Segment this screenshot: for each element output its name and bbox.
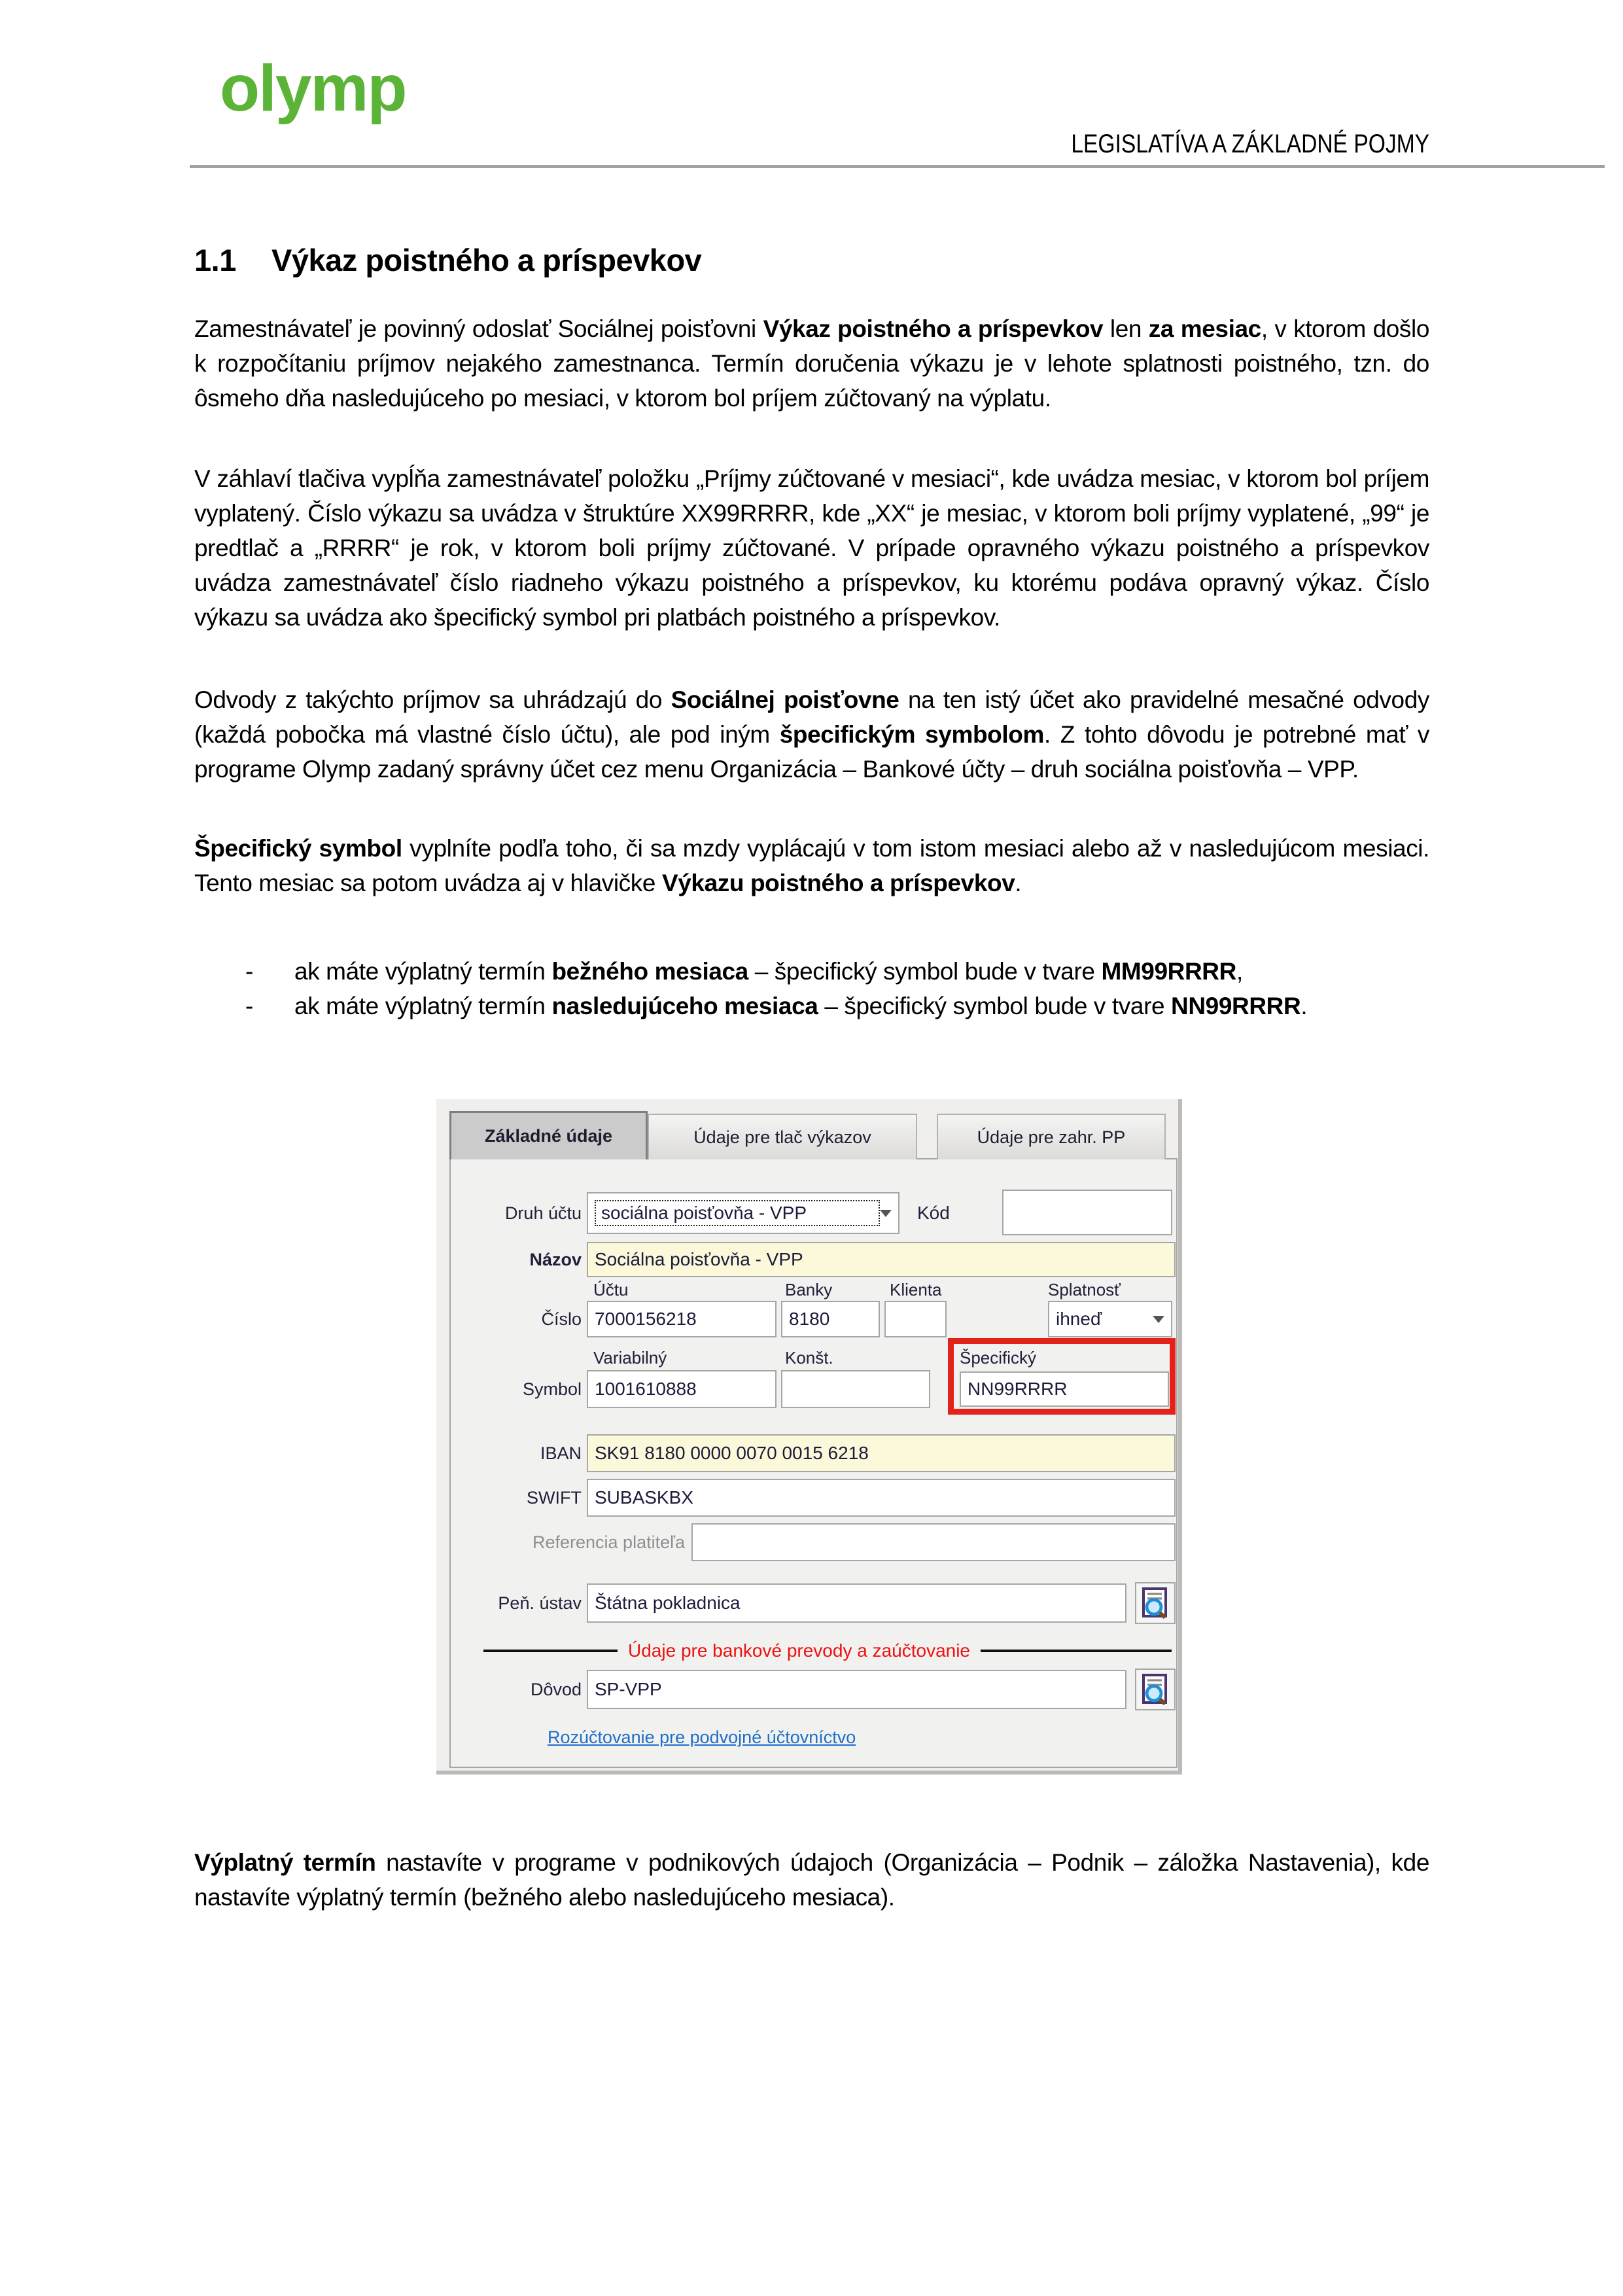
nazov-field[interactable]: Sociálna poisťovňa - VPP bbox=[587, 1242, 1176, 1277]
swift-input[interactable]: SUBASKBX bbox=[587, 1479, 1176, 1517]
tab-udaje-pre-tlac-vykazov[interactable]: Údaje pre tlač výkazov bbox=[648, 1114, 917, 1159]
paragraph-1: Zamestnávateľ je povinný odoslať Sociálnej poisťovni Výkaz poistného a príspevkov len za mesiac, v ktorom došlo k rozpočítaniu príjmov nejakého zamestnanca. Termín doručenia výkazu je v lehote splatnosti poistného, tzn. do ôsmeho dňa nasledujúceho po mesiaci, v ktorom bol príjem zúčtovaný na výplatu. bbox=[194, 315, 1430, 412]
splatnost-column-header: Splatnosť bbox=[1048, 1280, 1121, 1299]
dovod-input[interactable]: SP-VPP bbox=[587, 1670, 1126, 1709]
splatnost-combobox[interactable] bbox=[1048, 1301, 1172, 1337]
symbol-konst-input[interactable] bbox=[781, 1370, 930, 1408]
section-heading bbox=[194, 242, 701, 278]
paragraph-2: V záhlaví tlačiva vypĺňa zamestnávateľ položku „Príjmy zúčtované v mesiaci“, kde uvádza mesiac, v ktorom bol príjem vyplatený. Číslo výkazu sa uvádza v štruktúre XX99RRRR, kde „XX“ je mesiac, v ktorom boli príjmy vyplatené, „99“ je predtlač a „RRRR“ je rok, v ktorom boli príjmy zúčtované. V prípade opravného výkazu poistného a príspevkov uvádza zamestnávateľ číslo riadneho výkazu poistného a príspevkov, ku ktorému podáva opravný výkaz. Číslo výkazu sa uvádza ako špecifický symbol pri platbách poistného a príspevkov. bbox=[194, 465, 1429, 631]
bullet-marker: - bbox=[245, 993, 253, 1019]
list-item bbox=[194, 989, 1429, 1023]
dialog-content-panel bbox=[449, 1158, 1178, 1768]
paragraph-3: Odvody z takýchto príjmov sa uhrádzajú do Sociálnej poisťovne na ten istý účet ako pravidelné mesačné odvody (každá pobočka má vlastné číslo účtu), ale pod iným špecifickým symbolom. Z tohto dôvodu je potrebné mať v programe Olymp zadaný správny účet cez menu Organizácia – Bankové účty – druh sociálna poisťovňa – VPP. bbox=[194, 686, 1429, 783]
pen-ustav-label: Peň. ústav bbox=[498, 1593, 582, 1613]
paragraph-5: Výplatný termín nastavíte v programe v podnikových údajoch (Organizácia – Podnik – záložka Nastavenia), kde nastavíte výplatný termín (bežného alebo nasledujúceho mesiaca). bbox=[194, 1849, 1429, 1911]
cislo-label: Číslo bbox=[541, 1309, 582, 1329]
specificky-column-header: Špecifický bbox=[960, 1348, 1037, 1368]
symbol-label: Symbol bbox=[522, 1379, 582, 1399]
pen-ustav-input[interactable]: Štátna pokladnica bbox=[587, 1583, 1126, 1623]
klienta-column-header: Klienta bbox=[890, 1280, 942, 1299]
section-number: 1.1 bbox=[194, 243, 236, 277]
document-magnifier-icon bbox=[1141, 1674, 1170, 1705]
page-header-title: LEGISLATÍVA A ZÁKLADNÉ POJMY bbox=[1071, 130, 1429, 158]
iban-label: IBAN bbox=[540, 1443, 582, 1463]
cislo-uctu-input[interactable]: 7000156218 bbox=[587, 1301, 777, 1337]
referencia-label: Referencia platiteľa bbox=[532, 1532, 685, 1552]
bullet-1-text: ak máte výplatný termín bežného mesiaca – špecifický symbol bude v tvare MM99RRRR, bbox=[294, 958, 1243, 985]
document-magnifier-icon bbox=[1141, 1587, 1170, 1619]
cislo-banky-input[interactable]: 8180 bbox=[781, 1301, 880, 1337]
druh-uctu-value: sociálna poisťovňa - VPP bbox=[595, 1200, 880, 1226]
bullet-marker: - bbox=[245, 958, 253, 985]
druh-uctu-combobox[interactable] bbox=[587, 1192, 899, 1234]
variabilny-column-header: Variabilný bbox=[593, 1348, 667, 1368]
paragraph-4: Špecifický symbol vyplníte podľa toho, či sa mzdy vyplácajú v tom istom mesiaci alebo až v nasledujúcom mesiaci. Tento mesiac sa potom uvádza aj v hlavičke Výkazu poistného a príspevkov. bbox=[194, 835, 1429, 896]
pen-ustav-browse-button[interactable] bbox=[1135, 1582, 1176, 1624]
kod-label: Kód bbox=[917, 1203, 950, 1223]
cislo-klienta-input[interactable] bbox=[884, 1301, 947, 1337]
splatnost-value: ihneď bbox=[1056, 1309, 1102, 1329]
chevron-down-icon[interactable] bbox=[880, 1210, 892, 1217]
bullet-2-text: ak máte výplatný termín nasledujúceho mesiaca – špecifický symbol bude v tvare NN99RRRR. bbox=[294, 993, 1308, 1019]
tab-zakladne-udaje[interactable]: Základné údaje bbox=[449, 1111, 648, 1159]
symbol-specificky-input[interactable]: NN99RRRR bbox=[960, 1371, 1169, 1407]
separator-line bbox=[483, 1650, 618, 1652]
bullet-list bbox=[194, 954, 1429, 1023]
bank-transfer-separator bbox=[483, 1640, 1172, 1661]
banky-column-header: Banky bbox=[785, 1280, 833, 1299]
nazov-label: Názov bbox=[529, 1250, 582, 1269]
bank-account-dialog-screenshot bbox=[436, 1099, 1182, 1775]
chevron-down-icon[interactable] bbox=[1153, 1316, 1164, 1323]
referencia-input[interactable] bbox=[691, 1523, 1176, 1561]
iban-field[interactable]: SK91 8180 0000 0070 0015 6218 bbox=[587, 1434, 1176, 1472]
dialog-tab-bar bbox=[449, 1111, 1166, 1159]
dovod-label: Dôvod bbox=[530, 1680, 582, 1699]
dovod-browse-button[interactable] bbox=[1135, 1669, 1176, 1710]
konst-column-header: Konšt. bbox=[785, 1348, 833, 1368]
druh-uctu-label: Druh účtu bbox=[504, 1203, 582, 1223]
swift-label: SWIFT bbox=[527, 1488, 582, 1508]
symbol-variabilny-input[interactable]: 1001610888 bbox=[587, 1370, 777, 1408]
list-item bbox=[194, 954, 1429, 989]
section-title: Výkaz poistného a príspevkov bbox=[271, 243, 702, 277]
tab-udaje-pre-zahr-pp[interactable]: Údaje pre zahr. PP bbox=[937, 1114, 1166, 1159]
uctu-column-header: Účtu bbox=[593, 1280, 629, 1299]
separator-text: Údaje pre bankové prevody a zaúčtovanie bbox=[628, 1640, 971, 1661]
olymp-logo: olymp bbox=[220, 52, 406, 125]
header-divider bbox=[190, 165, 1605, 168]
separator-line bbox=[981, 1650, 1172, 1652]
rozuctovanie-link[interactable]: Rozúčtovanie pre podvojné účtovníctvo bbox=[548, 1727, 856, 1747]
kod-input[interactable] bbox=[1002, 1190, 1172, 1235]
